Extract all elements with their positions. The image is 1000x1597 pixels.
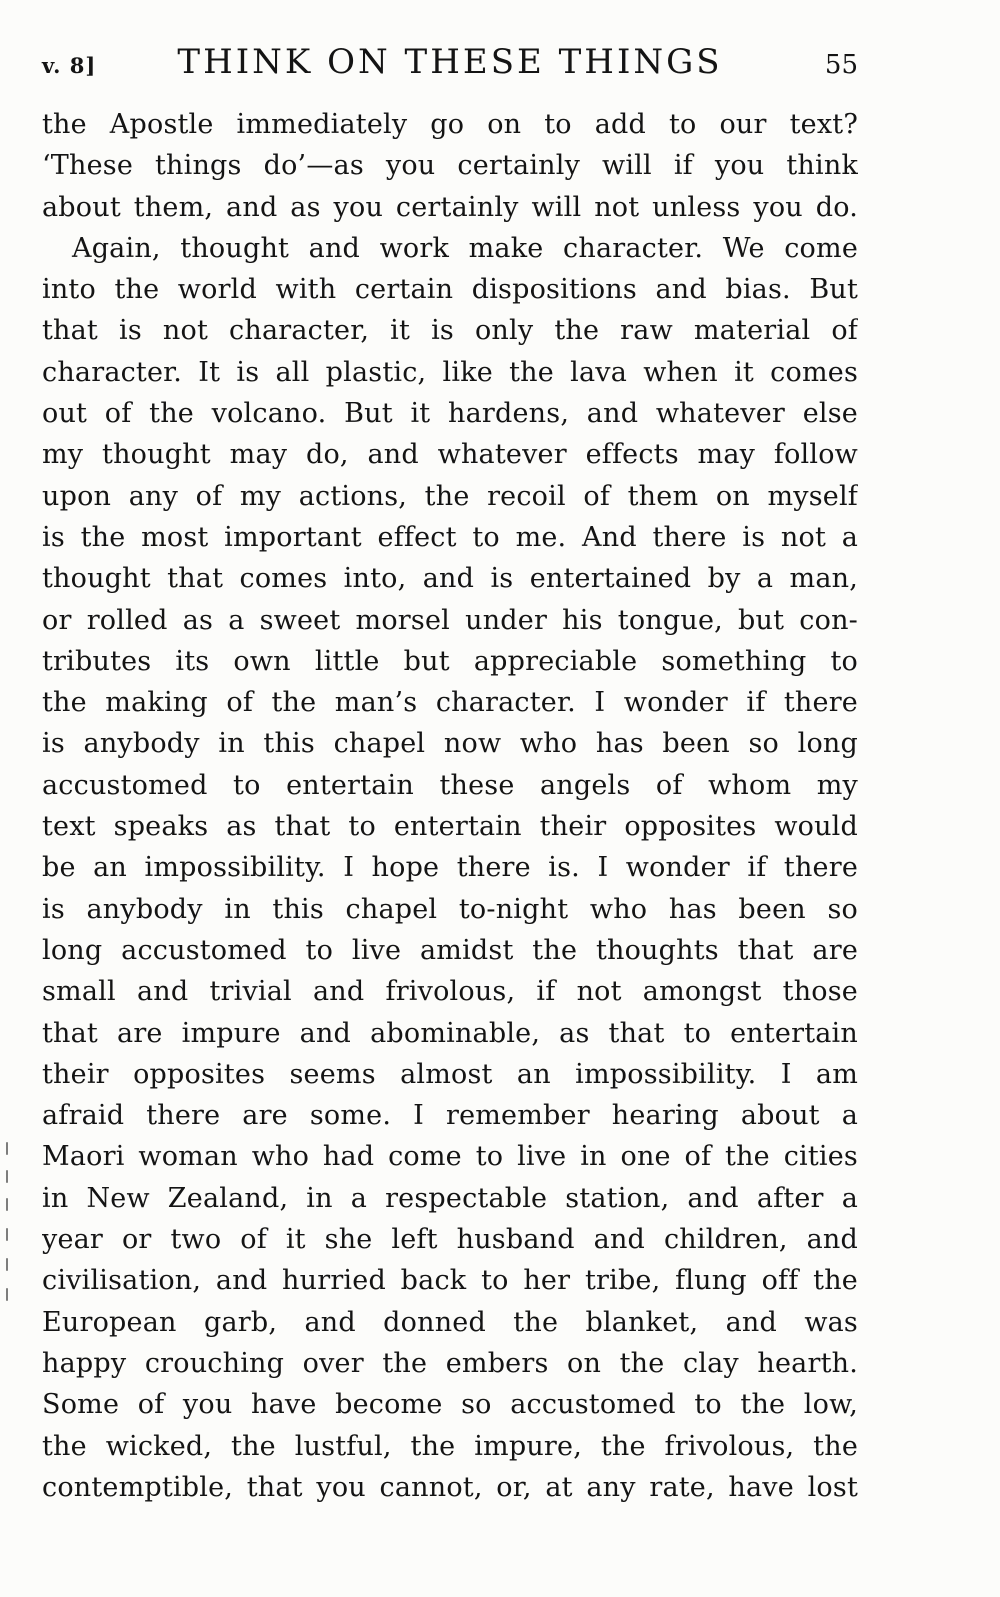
text-line: be an impossibility. I hope there is. I wonder if there bbox=[42, 852, 858, 884]
text-line: European garb, and donned the blanket, and was bbox=[42, 1306, 858, 1338]
page-header bbox=[42, 42, 858, 82]
text-line: is anybody in this chapel now who has been so long bbox=[42, 728, 858, 760]
text-line: is anybody in this chapel to-night who has been so bbox=[42, 893, 858, 925]
text-line: that are impure and abominable, as that to entertain bbox=[42, 1017, 858, 1049]
scan-artifact bbox=[6, 1142, 8, 1155]
text-line: that is not character, it is only the raw material of bbox=[42, 315, 858, 347]
scan-artifact bbox=[6, 1228, 8, 1241]
text-line: civilisation, and hurried back to her tribe, flung off the bbox=[42, 1265, 858, 1297]
text-line: contemptible, that you cannot, or, at any rate, have lost bbox=[42, 1471, 858, 1503]
text-line: long accustomed to live amidst the thoughts that are bbox=[42, 934, 858, 966]
text-line: out of the volcano. But it hardens, and whatever else bbox=[42, 398, 858, 430]
text-line: Some of you have become so accustomed to the low, bbox=[42, 1389, 858, 1421]
page-number: 55 bbox=[824, 50, 858, 80]
text-line: Maori woman who had come to live in one of the cities bbox=[42, 1141, 858, 1173]
text-line: about them, and as you certainly will not unless you do. bbox=[42, 191, 858, 223]
scan-artifact bbox=[6, 1258, 8, 1271]
text-line: their opposites seems almost an impossibility. I am bbox=[42, 1058, 858, 1090]
scan-artifact bbox=[6, 1288, 8, 1301]
text-line: text speaks as that to entertain their opposites would bbox=[42, 811, 858, 843]
text-line: upon any of my actions, the recoil of them on myself bbox=[42, 480, 858, 512]
text-line: the Apostle immediately go on to add to our text? bbox=[42, 109, 858, 140]
text-line: tributes its own little but appreciable something to bbox=[42, 645, 858, 677]
text-line: year or two of it she left husband and children, and bbox=[42, 1224, 858, 1256]
scan-artifact bbox=[6, 1170, 8, 1183]
text-line: accustomed to entertain these angels of whom my bbox=[42, 769, 858, 801]
text-line: my thought may do, and whatever effects may follow bbox=[42, 439, 858, 471]
text-line: into the world with certain dispositions and bias. But bbox=[42, 274, 858, 306]
text-line: the wicked, the lustful, the impure, the frivolous, the bbox=[42, 1430, 858, 1462]
text-line: ‘These things do’—as you certainly will if you think bbox=[42, 150, 858, 182]
text-line: small and trivial and frivolous, if not amongst those bbox=[42, 976, 858, 1008]
text-line: thought that comes into, and is entertained by a man, bbox=[42, 563, 858, 595]
book-page bbox=[42, 42, 858, 1508]
scan-artifact bbox=[6, 1198, 8, 1211]
text-line: in New Zealand, in a respectable station, and after a bbox=[42, 1182, 858, 1214]
text-line: character. It is all plastic, like the lava when it comes bbox=[42, 356, 858, 388]
text-line: Again, thought and work make character. We come bbox=[72, 232, 858, 264]
text-line: afraid there are some. I remember hearing about a bbox=[42, 1100, 858, 1132]
text-line: is the most important effect to me. And there is not a bbox=[42, 521, 858, 553]
text-block bbox=[42, 104, 858, 1508]
text-line: or rolled as a sweet morsel under his tongue, but con- bbox=[42, 604, 858, 636]
verse-reference: v. 8] bbox=[42, 53, 97, 78]
text-line: the making of the man’s character. I wonder if there bbox=[42, 687, 858, 719]
text-line: happy crouching over the embers on the clay hearth. bbox=[42, 1347, 858, 1379]
page-title: THINK ON THESE THINGS bbox=[177, 42, 723, 82]
